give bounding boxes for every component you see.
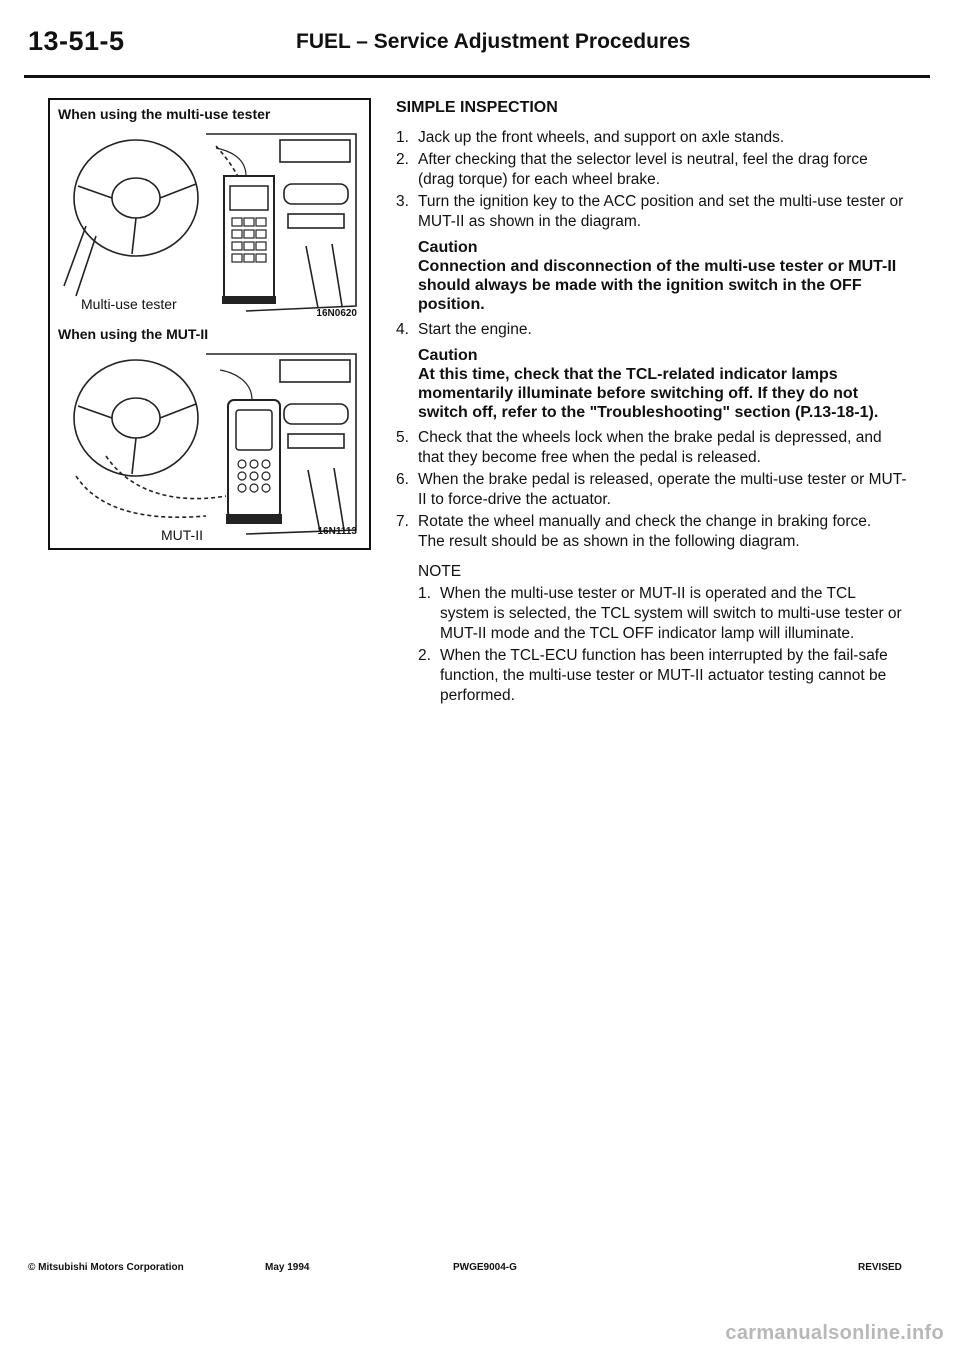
note-title: NOTE	[418, 563, 462, 580]
step-text: Rotate the wheel manually and check the change in braking force. The result should be as shown in the following diagram.	[418, 513, 872, 550]
note-text: When the TCL-ECU function has been interrupted by the fail-safe function, the multi-use tester or MUT-II actuator testing cannot be performed.	[440, 647, 888, 704]
caution-indicator-lamps	[418, 346, 908, 422]
figure-top-id: 16N0620	[316, 308, 357, 319]
content-column	[396, 98, 908, 708]
step-number: 7.	[396, 513, 409, 530]
mut-ii-callout: MUT-II	[161, 527, 203, 543]
caution-text: At this time, check that the TCL-related indicator lamps momentarily illuminate before switching off. If they do not switch off, refer to the "Troubleshooting" section (P.13-18-1).	[418, 366, 879, 421]
page-number: 13-51-5	[28, 26, 125, 56]
figure-bottom-id: 16N1113	[317, 526, 357, 537]
step-1	[396, 128, 908, 148]
step-text: Turn the ignition key to the ACC position and set the multi-use tester or MUT-II as shown in the diagram.	[418, 193, 904, 230]
step-text: After checking that the selector level is neutral, feel the drag force (drag torque) for each wheel brake.	[418, 151, 868, 188]
step-4	[396, 320, 908, 340]
step-2	[396, 150, 908, 190]
figure-bottom-label: When using the MUT-II	[58, 326, 209, 342]
multi-use-tester-illustration	[56, 126, 363, 318]
caution-heading: Caution	[418, 239, 478, 256]
note-number: 1.	[418, 585, 431, 602]
watermark: carmanualsonline.info	[725, 1322, 944, 1344]
header-rule	[24, 75, 930, 78]
step-text: Check that the wheels lock when the brake pedal is depressed, and that they become free when the pedal is released.	[418, 429, 882, 466]
step-text: Jack up the front wheels, and support on axle stands.	[418, 129, 785, 146]
caution-ignition	[418, 238, 908, 314]
step-text: Start the engine.	[418, 321, 532, 338]
figure-box	[48, 98, 371, 550]
step-number: 1.	[396, 129, 409, 146]
section-title: SIMPLE INSPECTION	[396, 99, 558, 116]
footer-copyright: © Mitsubishi Motors Corporation	[28, 1262, 184, 1273]
caution-heading: Caution	[418, 347, 478, 364]
note-item-1	[418, 584, 908, 644]
step-number: 3.	[396, 193, 409, 210]
note-text: When the multi-use tester or MUT-II is operated and the TCL system is selected, the TCL system will switch to multi-use tester or MUT-II mode and the TCL OFF indicator lamp will illuminate.	[440, 585, 902, 642]
figure-top-label: When using the multi-use tester	[58, 106, 271, 122]
footer-date: May 1994	[265, 1262, 310, 1273]
note-item-2	[418, 646, 908, 706]
footer-status: REVISED	[858, 1262, 902, 1273]
step-6	[396, 470, 908, 510]
step-7	[396, 512, 908, 552]
footer-code: PWGE9004-G	[453, 1262, 517, 1273]
step-number: 2.	[396, 151, 409, 168]
step-number: 4.	[396, 321, 409, 338]
note-number: 2.	[418, 647, 431, 664]
caution-text: Connection and disconnection of the multi-use tester or MUT-II should always be made with the ignition switch in the OFF position.	[418, 258, 897, 313]
step-number: 6.	[396, 471, 409, 488]
note-block	[418, 562, 908, 706]
step-text: When the brake pedal is released, operate the multi-use tester or MUT-II to force-drive the actuator.	[418, 471, 907, 508]
mut-ii-illustration	[56, 346, 363, 542]
multi-use-tester-callout: Multi-use tester	[81, 296, 177, 312]
step-7-result: The result should be as shown in the following diagram.	[418, 533, 800, 550]
step-number: 5.	[396, 429, 409, 446]
page-title: FUEL – Service Adjustment Procedures	[296, 30, 691, 53]
step-3	[396, 192, 908, 232]
step-5	[396, 428, 908, 468]
